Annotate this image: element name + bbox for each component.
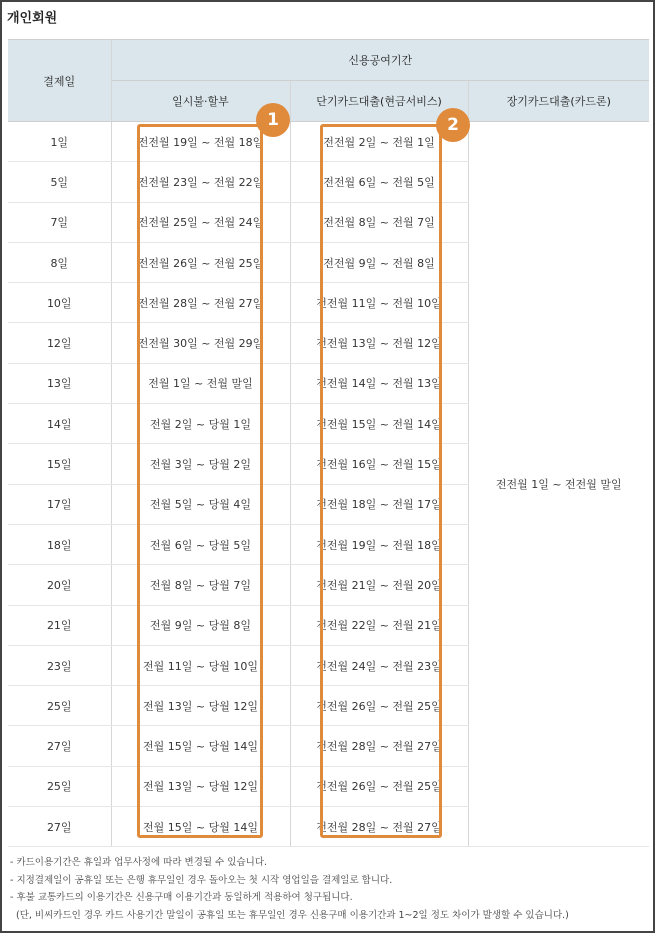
note-item: - 후불 교통카드의 이용기간은 신용구매 이용기간과 동일하게 적용하여 청구됩니다.: [10, 892, 353, 903]
badge-2: 2: [436, 108, 470, 142]
payment-day-cell: 20일: [8, 565, 111, 605]
header-long-term-loan: 장기카드대출(카드론): [468, 81, 649, 122]
short-period-cell: 전전월 13일 ~ 전월 12일: [290, 323, 468, 363]
payment-day-cell: 13일: [8, 363, 111, 403]
short-period-cell: 전전월 2일 ~ 전월 1일: [290, 122, 468, 162]
payment-day-cell: 1일: [8, 122, 111, 162]
short-period-cell: 전전월 28일 ~ 전월 27일: [290, 807, 468, 847]
lump-period-cell: 전전월 19일 ~ 전월 18일: [111, 122, 290, 162]
lump-period-cell: 전월 15일 ~ 당월 14일: [111, 726, 290, 766]
lump-period-cell: 전전월 26일 ~ 전월 25일: [111, 242, 290, 282]
header-short-term-loan: 단기카드대출(현금서비스): [290, 81, 468, 122]
short-period-cell: 전전월 26일 ~ 전월 25일: [290, 766, 468, 806]
header-lump-installment: 일시불·할부: [111, 81, 290, 122]
lump-period-cell: 전월 1일 ~ 전월 말일: [111, 363, 290, 403]
payment-day-cell: 23일: [8, 645, 111, 685]
short-period-cell: 전전월 11일 ~ 전월 10일: [290, 283, 468, 323]
badge-1: 1: [256, 103, 290, 137]
lump-period-cell: 전월 13일 ~ 당월 12일: [111, 766, 290, 806]
short-period-cell: 전전월 24일 ~ 전월 23일: [290, 645, 468, 685]
short-period-cell: 전전월 9일 ~ 전월 8일: [290, 242, 468, 282]
lump-period-cell: 전월 13일 ~ 당월 12일: [111, 686, 290, 726]
payment-day-cell: 21일: [8, 605, 111, 645]
payment-day-cell: 5일: [8, 162, 111, 202]
lump-period-cell: 전월 9일 ~ 당월 8일: [111, 605, 290, 645]
notes-list: [10, 854, 569, 924]
short-period-cell: 전전월 14일 ~ 전월 13일: [290, 363, 468, 403]
lump-period-cell: 전월 5일 ~ 당월 4일: [111, 484, 290, 524]
note-item: - 카드이용기간은 휴일과 업무사정에 따라 변경될 수 있습니다.: [10, 857, 268, 868]
payment-day-cell: 15일: [8, 444, 111, 484]
header-payment-day: 결제일: [8, 40, 111, 122]
short-period-cell: 전전월 8일 ~ 전월 7일: [290, 202, 468, 242]
payment-day-cell: 17일: [8, 484, 111, 524]
lump-period-cell: 전월 11일 ~ 당월 10일: [111, 645, 290, 685]
short-period-cell: 전전월 26일 ~ 전월 25일: [290, 686, 468, 726]
lump-period-cell: 전전월 25일 ~ 전월 24일: [111, 202, 290, 242]
lump-period-cell: 전월 3일 ~ 당월 2일: [111, 444, 290, 484]
payment-day-cell: 25일: [8, 686, 111, 726]
note-item: (단, 비씨카드인 경우 카드 사용기간 말일이 공휴일 또는 휴무일인 경우 신용구매 이용기간과 1~2일 정도 차이가 발생할 수 있습니다.): [16, 909, 569, 921]
header-credit-period: 신용공여기간: [111, 40, 649, 81]
lump-period-cell: 전전월 23일 ~ 전월 22일: [111, 162, 290, 202]
short-period-cell: 전전월 21일 ~ 전월 20일: [290, 565, 468, 605]
table-body: [8, 122, 649, 847]
note-item: - 지정결제일이 공휴일 또는 은행 휴무일인 경우 돌아오는 첫 시작 영업일을 결제일로 합니다.: [10, 874, 393, 886]
payment-day-cell: 18일: [8, 524, 111, 564]
lump-period-cell: 전월 2일 ~ 당월 1일: [111, 404, 290, 444]
short-period-cell: 전전월 19일 ~ 전월 18일: [290, 524, 468, 564]
credit-period-table: [8, 39, 649, 847]
table-row: [8, 122, 649, 162]
payment-day-cell: 12일: [8, 323, 111, 363]
payment-day-cell: 25일: [8, 766, 111, 806]
short-period-cell: 전전월 15일 ~ 전월 14일: [290, 404, 468, 444]
payment-day-cell: 10일: [8, 283, 111, 323]
payment-day-cell: 27일: [8, 807, 111, 847]
short-period-cell: 전전월 16일 ~ 전월 15일: [290, 444, 468, 484]
page-title: 개인회원: [7, 11, 58, 26]
short-period-cell: 전전월 6일 ~ 전월 5일: [290, 162, 468, 202]
payment-day-cell: 7일: [8, 202, 111, 242]
short-period-cell: 전전월 22일 ~ 전월 21일: [290, 605, 468, 645]
lump-period-cell: 전전월 28일 ~ 전월 27일: [111, 283, 290, 323]
lump-period-cell: 전월 6일 ~ 당월 5일: [111, 524, 290, 564]
lump-period-cell: 전월 15일 ~ 당월 14일: [111, 807, 290, 847]
payment-day-cell: 27일: [8, 726, 111, 766]
lump-period-cell: 전월 8일 ~ 당월 7일: [111, 565, 290, 605]
payment-day-cell: 8일: [8, 242, 111, 282]
long-period-cell: 전전월 1일 ~ 전전월 말일: [468, 122, 649, 847]
short-period-cell: 전전월 28일 ~ 전월 27일: [290, 726, 468, 766]
payment-day-cell: 14일: [8, 404, 111, 444]
lump-period-cell: 전전월 30일 ~ 전월 29일: [111, 323, 290, 363]
short-period-cell: 전전월 18일 ~ 전월 17일: [290, 484, 468, 524]
